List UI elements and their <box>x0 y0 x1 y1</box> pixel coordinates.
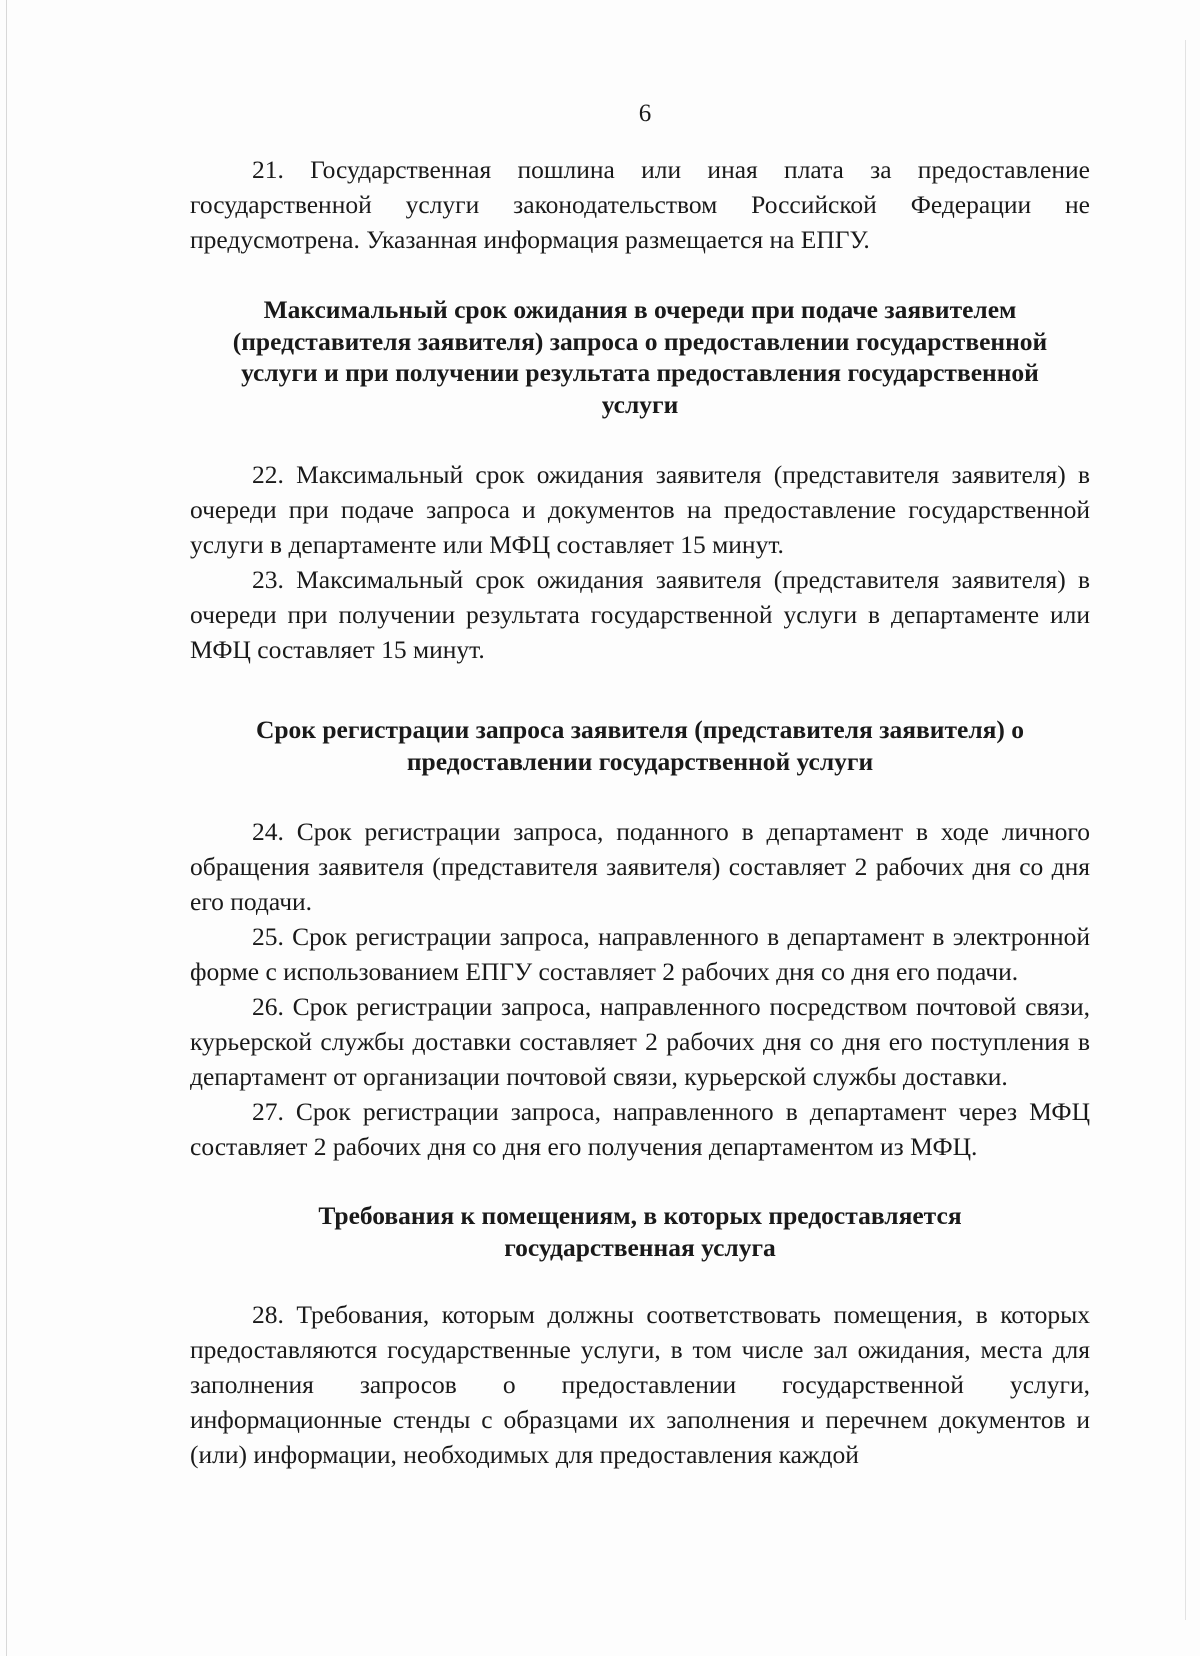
section-heading-premises: Требования к помещениям, в которых предоставляется государственная услуга <box>318 1201 962 1262</box>
paragraph-25: 25. Срок регистрации запроса, направленного в департамент в электронной форме с использованием ЕПГУ составляет 2 рабочих дня со дня его подачи. <box>190 922 1090 986</box>
paragraph-24: 24. Срок регистрации запроса, поданного в департамент в ходе личного обращения заявителя (представителя заявителя) составляет 2 рабочих дня со дня его подачи. <box>190 817 1090 916</box>
paragraph-23: 23. Максимальный срок ожидания заявителя (представителя заявителя) в очереди при получении результата государственной услуги в департаменте или МФЦ составляет 15 минут. <box>190 565 1090 664</box>
paragraph-26: 26. Срок регистрации запроса, направленного посредством почтовой связи, курьерской службы доставки составляет 2 рабочих дня со дня его поступления в департамент от организации почтовой связи, курьерской службы доставки. <box>190 992 1090 1091</box>
paragraph-28: 28. Требования, которым должны соответствовать помещения, в которых предоставляются государственные услуги, в том числе зал ожидания, места для заполнения запросов о предоставлении государственной услуги, информационные стенды с образцами их заполнения и перечнем документов и (или) информации, необходимых для предоставления каждой <box>190 1300 1090 1469</box>
paragraph-22: 22. Максимальный срок ожидания заявителя (представителя заявителя) в очереди при подаче запроса и документов на предоставление государственной услуги в департаменте или МФЦ составляет 15 минут. <box>190 460 1090 559</box>
section-heading-queue-time: Максимальный срок ожидания в очереди при подаче заявителем (представителя заявителя) запроса о предоставлении государственной услуги и при получении результата предоставления государственной услуги <box>232 295 1048 419</box>
scan-edge-right <box>1185 40 1186 1620</box>
paragraph-21: 21. Государственная пошлина или иная плата за предоставление государственной услуги законодательством Российской Федерации не предусмотрена. Указанная информация размещается на ЕПГУ. <box>190 155 1090 254</box>
page-number: 6 <box>638 100 652 127</box>
document-body <box>190 152 1090 1472</box>
scan-edge-left <box>6 0 7 1656</box>
section-heading-registration: Срок регистрации запроса заявителя (представителя заявителя) о предоставлении государственной услуги <box>255 715 1025 776</box>
paragraph-27: 27. Срок регистрации запроса, направленного в департамент через МФЦ составляет 2 рабочих дня со дня его получения департаментом из МФЦ. <box>190 1097 1090 1161</box>
